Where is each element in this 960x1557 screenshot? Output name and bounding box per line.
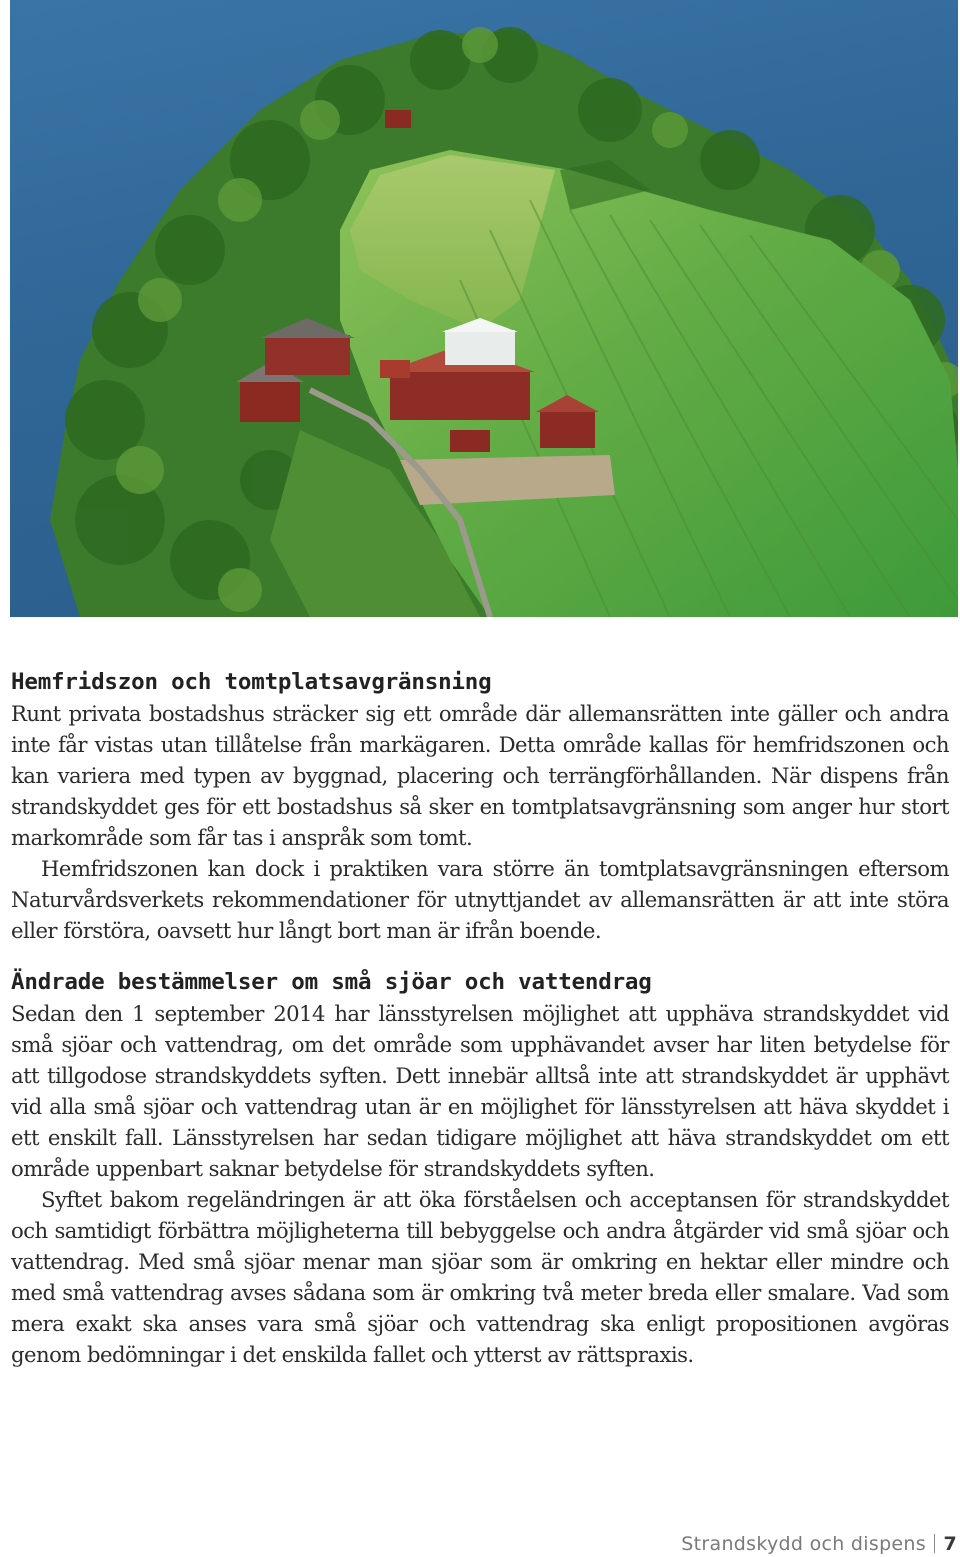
aerial-farm-photo (10, 0, 958, 617)
footer-title: Strandskydd och dispens (681, 1533, 926, 1555)
page-number: 7 (943, 1533, 957, 1555)
paragraph: Sedan den 1 september 2014 har länsstyrelsen möjlighet att upphäva strandskyddet vid små sjöar och vattendrag, om det område som upphävandet avser har liten betydelse för att tillgodose strandskyddets syften. Dett innebär alltså inte att strandskyddet är upphävt vid alla små sjöar och vattendrag utan är en möjlighet för länsstyrelsen att häva skyddet i ett enskilt fall. Länsstyrelsen har sedan tidigare möjlighet att häva strandskyddet om ett område uppenbart saknar betydelse för strandskyddets syften. (11, 1001, 949, 1181)
paragraph: Runt privata bostadshus sträcker sig ett område där allemansrätten inte gäller och andra inte får vistas utan tillåtelse från markägaren. Detta område kallas för hemfridszonen och kan variera med typen av byggnad, placering och terrängförhållanden. När dispens från strandskyddet ges för ett bostadshus så sker en tomtplatsavgränsning som anger hur stort markområde som får tas i anspråk som tomt. (11, 701, 949, 850)
paragraph: Hemfridszonen kan dock i praktiken vara större än tomtplatsavgränsningen eftersom Naturvårdsverkets rekommendationer för utnyttjandet av allemansrätten är att inte störa eller förstöra, oavsett hur långt bort man är ifrån boende. (11, 856, 949, 943)
footer-divider (934, 1534, 936, 1553)
paragraph: Syftet bakom regeländringen är att öka förståelsen och acceptansen för strandskyddet och samtidigt förbättra möjligheterna till bebyggelse och andra åtgärder vid små sjöar och vattendrag. Med små sjöar menar man sjöar som är omkring en hektar eller mindre och med små vattendrag avses sådana som är omkring två meter breda eller smalare. Vad som mera exakt ska anses vara små sjöar och vattendrag ska enligt propositionen avgöras genom bedömningar i det enskilda fallet och ytterst av rättspraxis. (11, 1187, 949, 1367)
page-footer (681, 1533, 957, 1555)
article-body (11, 668, 949, 1370)
section-heading-andrade-bestammelser: Ändrade bestämmelser om små sjöar och vattendrag (11, 969, 652, 995)
section-heading-hemfridszon: Hemfridszon och tomtplatsavgränsning (11, 669, 492, 695)
